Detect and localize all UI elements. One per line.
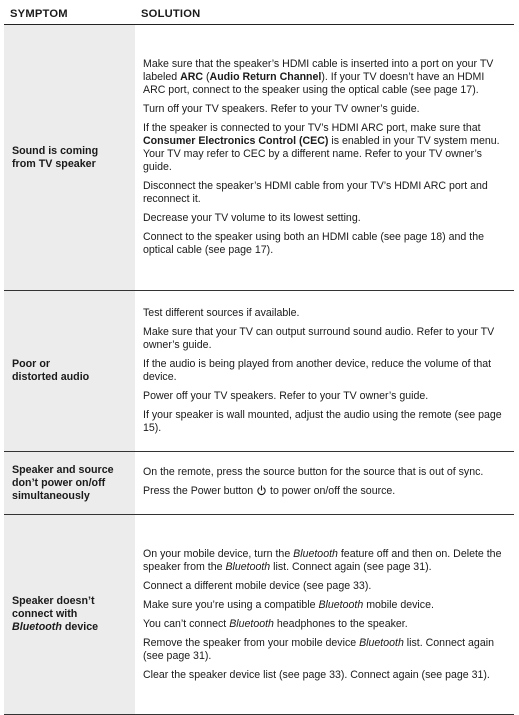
troubleshooting-table — [4, 2, 514, 715]
table-row — [4, 515, 514, 715]
symptom-text: don’t power on/off — [12, 476, 106, 489]
symptom-text: from TV speaker — [12, 157, 96, 170]
solution-item: If the speaker is connected to your TV’s HDMI ARC port, make sure that Consumer Electronics Control (CEC) is enabled in your TV system menu. Your TV may refer to CEC by a different name. Refer to your TV owner’s guide. — [143, 122, 500, 173]
symptom-text: Speaker and source — [12, 463, 114, 476]
solution-item: If your speaker is wall mounted, adjust the audio using the remote (see page 15). — [143, 409, 502, 434]
solution-item: Decrease your TV volume to its lowest setting. — [143, 212, 361, 224]
solution-item: Connect a different mobile device (see page 33). — [143, 579, 372, 592]
table-row — [4, 291, 514, 452]
symptom-cell — [4, 515, 135, 715]
symptom-cell — [4, 452, 135, 515]
symptom-header: SYMPTOM — [4, 2, 135, 25]
solution-item: You can’t connect Bluetooth headphones to the speaker. — [143, 617, 408, 630]
table-header-row — [4, 2, 514, 25]
solution-item: Test different sources if available. — [143, 307, 300, 319]
solution-cell — [135, 25, 514, 291]
symptom-text: Sound is coming — [12, 144, 99, 157]
solution-item: Press the Power button to power on/off the source. — [143, 485, 506, 500]
solution-item: Power off your TV speakers. Refer to your TV owner’s guide. — [143, 390, 429, 402]
symptom-text: simultaneously — [12, 489, 90, 502]
solution-cell — [135, 452, 514, 515]
solution-header: SOLUTION — [135, 2, 514, 25]
symptom-text: Bluetooth device — [12, 621, 99, 633]
solution-item: On the remote, press the source button for the source that is out of sync. — [143, 466, 484, 478]
solution-item: Make sure that the speaker’s HDMI cable is inserted into a port on your TV labeled ARC (Audio Return Channel). If your TV doesn’t have an HDMI ARC port, connect to the speaker using the optical cable (see page 17). — [143, 58, 494, 96]
solution-item: Clear the speaker device list (see page 33). Connect again (see page 31). — [143, 668, 490, 681]
solution-item: Connect to the speaker using both an HDMI cable (see page 18) and the optical cable (see page 17). — [143, 231, 484, 256]
solution-cell — [135, 515, 514, 715]
symptom-text: connect with — [12, 608, 78, 620]
solution-item: On your mobile device, turn the Bluetooth feature off and then on. Delete the speaker from the Bluetooth list. Connect again (see page 31). — [143, 547, 502, 573]
solution-item: Disconnect the speaker’s HDMI cable from your TV’s HDMI ARC port and reconnect it. — [143, 180, 488, 205]
solution-item: Remove the speaker from your mobile device Bluetooth list. Connect again (see page 31). — [143, 636, 494, 662]
table-row — [4, 25, 514, 291]
solution-item: Turn off your TV speakers. Refer to your TV owner’s guide. — [143, 103, 420, 115]
symptom-cell — [4, 25, 135, 291]
symptom-text: Poor or — [12, 358, 51, 370]
symptom-text: distorted audio — [12, 371, 90, 383]
solution-cell — [135, 291, 514, 452]
power-icon — [256, 485, 267, 500]
symptom-cell — [4, 291, 135, 452]
solution-item: Make sure you’re using a compatible Bluetooth mobile device. — [143, 598, 434, 611]
solution-item: Make sure that your TV can output surround sound audio. Refer to your TV owner’s guide. — [143, 326, 495, 351]
solution-item: If the audio is being played from another device, reduce the volume of that device. — [143, 358, 492, 383]
table-row — [4, 452, 514, 515]
symptom-text: Speaker doesn’t — [12, 595, 95, 607]
